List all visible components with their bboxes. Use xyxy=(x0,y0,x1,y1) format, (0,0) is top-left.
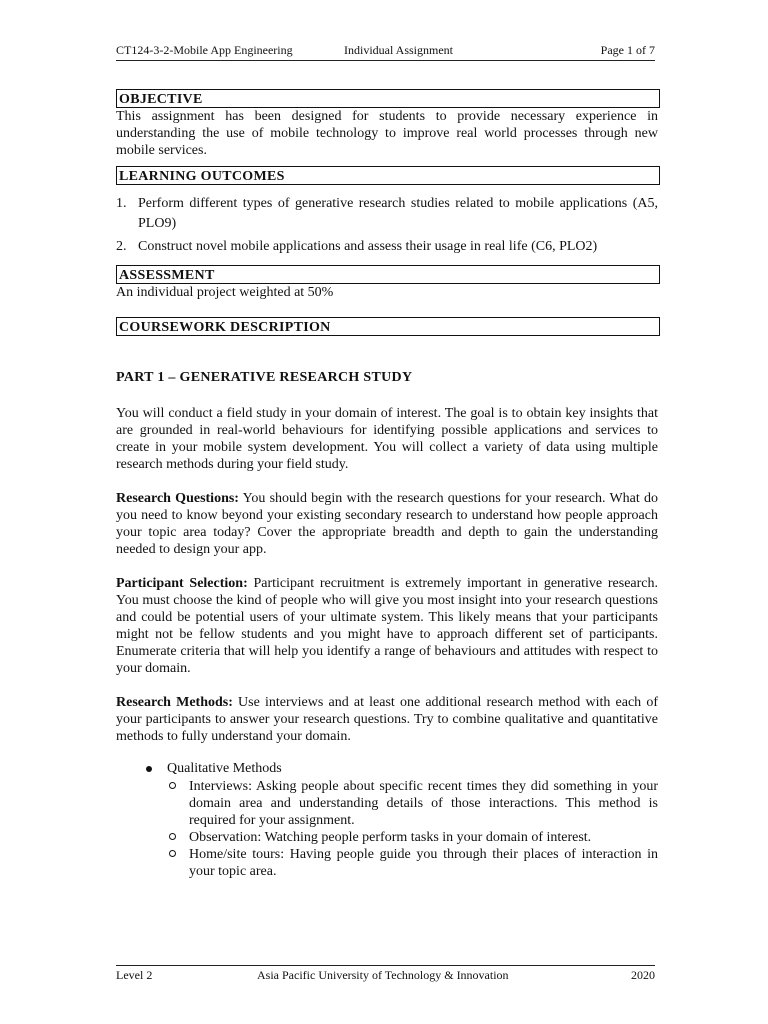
list-item xyxy=(166,778,658,829)
university-name: Asia Pacific University of Technology & Innovation xyxy=(257,968,509,982)
item-text: Construct novel mobile applications and assess their usage in real life (C6, PLO2) xyxy=(138,239,598,254)
part1-title: PART 1 – GENERATIVE RESEARCH STUDY xyxy=(116,370,413,385)
learning-outcomes-heading: LEARNING OUTCOMES xyxy=(116,166,660,185)
qualitative-item-observation: Observation: Watching people perform tasks in your domain of interest. xyxy=(189,830,592,845)
coursework-heading: COURSEWORK DESCRIPTION xyxy=(116,317,660,336)
course-level: Level 2 xyxy=(116,968,153,982)
part1-intro: You will conduct a field study in your domain of interest. The goal is to obtain key insights that are grounded in real-world behaviours for identifying possible applications and services to create in your mobile system development. You will collect a variety of data using multiple research methods during your field study. xyxy=(116,406,658,472)
list-item xyxy=(166,846,658,880)
objective-heading: OBJECTIVE xyxy=(116,89,660,108)
qualitative-sublist xyxy=(146,778,658,880)
methods-list xyxy=(116,760,658,880)
qualitative-item-tours: Home/site tours: Having people guide you through their places of interaction in your topic area. xyxy=(189,847,658,879)
list-item xyxy=(166,829,658,846)
page-footer xyxy=(116,965,655,984)
qualitative-label: Qualitative Methods xyxy=(167,761,282,776)
item-number: 1. xyxy=(116,196,127,211)
document-body xyxy=(116,89,658,880)
circle-bullet-icon xyxy=(169,850,176,857)
list-item xyxy=(146,760,658,777)
item-text: Perform different types of generative research studies related to mobile applications (A5, PLO9) xyxy=(138,196,658,231)
assessment-heading: ASSESSMENT xyxy=(116,265,660,284)
list-item xyxy=(116,237,658,257)
list-item xyxy=(116,194,658,234)
course-code: CT124-3-2-Mobile App Engineering xyxy=(116,43,293,57)
participant-selection-label: Participant Selection: xyxy=(116,576,248,591)
participant-selection-text: Participant recruitment is extremely important in generative research. You must choose the kind of people who will give you most insight into your research questions and could be potential users of your ultimate system. This likely means that your participants might not be fellow students and you might have to approach different set of participants. Enumerate criteria that will help you identify a range of behaviours and attitudes with respect to your domain. xyxy=(116,576,658,676)
research-questions-label: Research Questions: xyxy=(116,491,239,506)
circle-bullet-icon xyxy=(169,782,176,789)
document-year: 2020 xyxy=(631,968,655,982)
learning-outcomes-list xyxy=(116,194,658,257)
research-methods-paragraph xyxy=(116,694,658,745)
research-questions-paragraph xyxy=(116,490,658,558)
item-number: 2. xyxy=(116,239,127,254)
participant-selection-paragraph xyxy=(116,575,658,677)
page-number: Page 1 of 7 xyxy=(600,43,655,57)
objective-text: This assignment has been designed for students to provide necessary experience in understanding the use of mobile technology to improve real world processes through new mobile services. xyxy=(116,109,658,158)
page-header xyxy=(116,42,655,61)
circle-bullet-icon xyxy=(169,833,176,840)
assignment-type: Individual Assignment xyxy=(344,43,453,57)
bullet-icon xyxy=(146,766,152,772)
qualitative-item-interviews: Interviews: Asking people about specific recent times they did something in your domain area and understanding details of those interactions. This method is required for your assignment. xyxy=(189,779,658,828)
assessment-text: An individual project weighted at 50% xyxy=(116,285,334,300)
research-questions-text: You should begin with the research questions for your research. What do you need to know beyond your existing secondary research to understand how people approach your topic area today? Cover the appropriate breadth and depth to gain the understanding needed to design your app. xyxy=(116,491,659,557)
research-methods-label: Research Methods: xyxy=(116,695,233,710)
research-methods-text: Use interviews and at least one additional research method with each of your participants to answer your research questions. Try to combine qualitative and quantitative methods to fully understand your domain. xyxy=(116,695,658,744)
